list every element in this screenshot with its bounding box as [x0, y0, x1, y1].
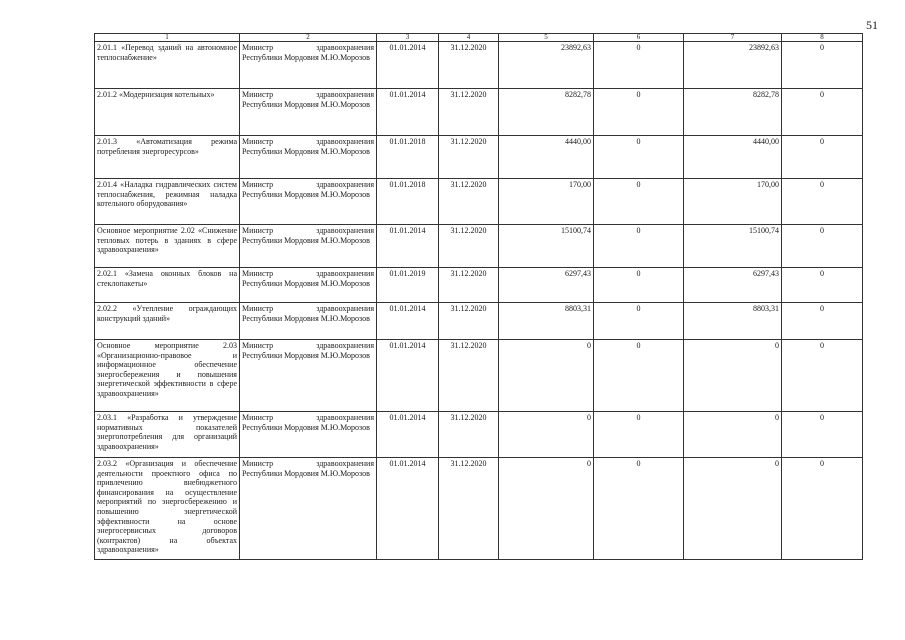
activity-name-cell: 2.01.2 «Модернизация котельных»: [95, 89, 240, 136]
column-header: 8: [782, 34, 863, 42]
column-6-cell: 0: [594, 136, 684, 179]
activity-name-cell: 2.02.1 «Замена оконных блоков на стеклопакеты»: [95, 268, 240, 303]
start-date-cell: 01.01.2014: [377, 340, 439, 412]
column-7-amount-cell: 170,00: [684, 179, 782, 225]
start-date-cell: 01.01.2018: [377, 136, 439, 179]
column-7-amount-cell: 0: [684, 412, 782, 458]
total-amount-cell: 8803,31: [499, 303, 594, 340]
activities-table: [94, 33, 863, 560]
table-row: [95, 89, 863, 136]
table-row: [95, 179, 863, 225]
column-header: 6: [594, 34, 684, 42]
total-amount-cell: 23892,63: [499, 42, 594, 89]
column-6-cell: 0: [594, 340, 684, 412]
column-header: 3: [377, 34, 439, 42]
column-header: 2: [240, 34, 377, 42]
column-8-cell: 0: [782, 225, 863, 268]
activity-name-cell: 2.01.3 «Автоматизация режима потребления энергоресурсов»: [95, 136, 240, 179]
responsible-person-cell: Министр здравоохранения Республики Мордовия М.Ю.Морозов: [240, 412, 377, 458]
table-row: [95, 136, 863, 179]
end-date-cell: 31.12.2020: [439, 268, 499, 303]
column-7-amount-cell: 15100,74: [684, 225, 782, 268]
total-amount-cell: 0: [499, 412, 594, 458]
total-amount-cell: 0: [499, 458, 594, 560]
responsible-person-cell: Министр здравоохранения Республики Мордовия М.Ю.Морозов: [240, 225, 377, 268]
table-row: [95, 268, 863, 303]
column-7-amount-cell: 6297,43: [684, 268, 782, 303]
end-date-cell: 31.12.2020: [439, 303, 499, 340]
column-header: 5: [499, 34, 594, 42]
column-6-cell: 0: [594, 412, 684, 458]
responsible-person-cell: Министр здравоохранения Республики Мордовия М.Ю.Морозов: [240, 136, 377, 179]
end-date-cell: 31.12.2020: [439, 89, 499, 136]
column-7-amount-cell: 4440,00: [684, 136, 782, 179]
start-date-cell: 01.01.2014: [377, 303, 439, 340]
responsible-person-cell: Министр здравоохранения Республики Мордовия М.Ю.Морозов: [240, 42, 377, 89]
column-header: 4: [439, 34, 499, 42]
activity-name-cell: 2.01.4 «Наладка гидравлических систем теплоснабжения, режимная наладка котельного оборудования»: [95, 179, 240, 225]
column-8-cell: 0: [782, 136, 863, 179]
responsible-person-cell: Министр здравоохранения Республики Мордовия М.Ю.Морозов: [240, 303, 377, 340]
responsible-person-cell: Министр здравоохранения Республики Мордовия М.Ю.Морозов: [240, 458, 377, 560]
activity-name-cell: 2.02.2 «Утепление ограждающих конструкций зданий»: [95, 303, 240, 340]
column-8-cell: 0: [782, 179, 863, 225]
end-date-cell: 31.12.2020: [439, 458, 499, 560]
column-header: 7: [684, 34, 782, 42]
responsible-person-cell: Министр здравоохранения Республики Мордовия М.Ю.Морозов: [240, 89, 377, 136]
column-6-cell: 0: [594, 458, 684, 560]
column-6-cell: 0: [594, 225, 684, 268]
start-date-cell: 01.01.2018: [377, 179, 439, 225]
total-amount-cell: 6297,43: [499, 268, 594, 303]
activity-name-cell: 2.03.1 «Разработка и утверждение нормативных показателей энергопотребления для организаций здравоохранения»: [95, 412, 240, 458]
start-date-cell: 01.01.2014: [377, 458, 439, 560]
end-date-cell: 31.12.2020: [439, 42, 499, 89]
column-6-cell: 0: [594, 179, 684, 225]
table-body: [95, 42, 863, 560]
start-date-cell: 01.01.2014: [377, 412, 439, 458]
column-8-cell: 0: [782, 89, 863, 136]
column-7-amount-cell: 8803,31: [684, 303, 782, 340]
activity-name-cell: 2.01.1 «Перевод зданий на автономное теплоснабжение»: [95, 42, 240, 89]
column-header: 1: [95, 34, 240, 42]
start-date-cell: 01.01.2019: [377, 268, 439, 303]
end-date-cell: 31.12.2020: [439, 136, 499, 179]
end-date-cell: 31.12.2020: [439, 179, 499, 225]
table-row: [95, 340, 863, 412]
start-date-cell: 01.01.2014: [377, 225, 439, 268]
responsible-person-cell: Министр здравоохранения Республики Мордовия М.Ю.Морозов: [240, 179, 377, 225]
activity-name-cell: 2.03.2 «Организация и обеспечение деятельности проектного офиса по привлечению внебюджетного финансирования на осуществление мероприятий по энергосбережению и повышению энергетической эффективности на основе энергосервисных договоров (контрактов) на объектах здравоохранения»: [95, 458, 240, 560]
activity-name-cell: Основное мероприятие 2.03 «Организационно-правовое и информационное обеспечение энергосбережения и повышения энергетической эффективности в сфере здравоохранения»: [95, 340, 240, 412]
column-8-cell: 0: [782, 458, 863, 560]
column-7-amount-cell: 8282,78: [684, 89, 782, 136]
column-7-amount-cell: 0: [684, 340, 782, 412]
table-row: [95, 303, 863, 340]
column-6-cell: 0: [594, 303, 684, 340]
column-6-cell: 0: [594, 42, 684, 89]
table-row: [95, 458, 863, 560]
table-row: [95, 42, 863, 89]
column-7-amount-cell: 23892,63: [684, 42, 782, 89]
start-date-cell: 01.01.2014: [377, 89, 439, 136]
table-row: [95, 412, 863, 458]
column-8-cell: 0: [782, 303, 863, 340]
total-amount-cell: 15100,74: [499, 225, 594, 268]
start-date-cell: 01.01.2014: [377, 42, 439, 89]
column-number-row: [95, 34, 863, 42]
total-amount-cell: 8282,78: [499, 89, 594, 136]
responsible-person-cell: Министр здравоохранения Республики Мордовия М.Ю.Морозов: [240, 268, 377, 303]
column-8-cell: 0: [782, 412, 863, 458]
column-6-cell: 0: [594, 89, 684, 136]
total-amount-cell: 0: [499, 340, 594, 412]
end-date-cell: 31.12.2020: [439, 412, 499, 458]
table-row: [95, 225, 863, 268]
column-8-cell: 0: [782, 340, 863, 412]
activity-name-cell: Основное мероприятие 2.02 «Снижение тепловых потерь в зданиях в сфере здравоохранения»: [95, 225, 240, 268]
column-8-cell: 0: [782, 42, 863, 89]
responsible-person-cell: Министр здравоохранения Республики Мордовия М.Ю.Морозов: [240, 340, 377, 412]
column-7-amount-cell: 0: [684, 458, 782, 560]
page-number: 51: [866, 18, 878, 32]
end-date-cell: 31.12.2020: [439, 340, 499, 412]
column-8-cell: 0: [782, 268, 863, 303]
column-6-cell: 0: [594, 268, 684, 303]
end-date-cell: 31.12.2020: [439, 225, 499, 268]
total-amount-cell: 170,00: [499, 179, 594, 225]
total-amount-cell: 4440,00: [499, 136, 594, 179]
